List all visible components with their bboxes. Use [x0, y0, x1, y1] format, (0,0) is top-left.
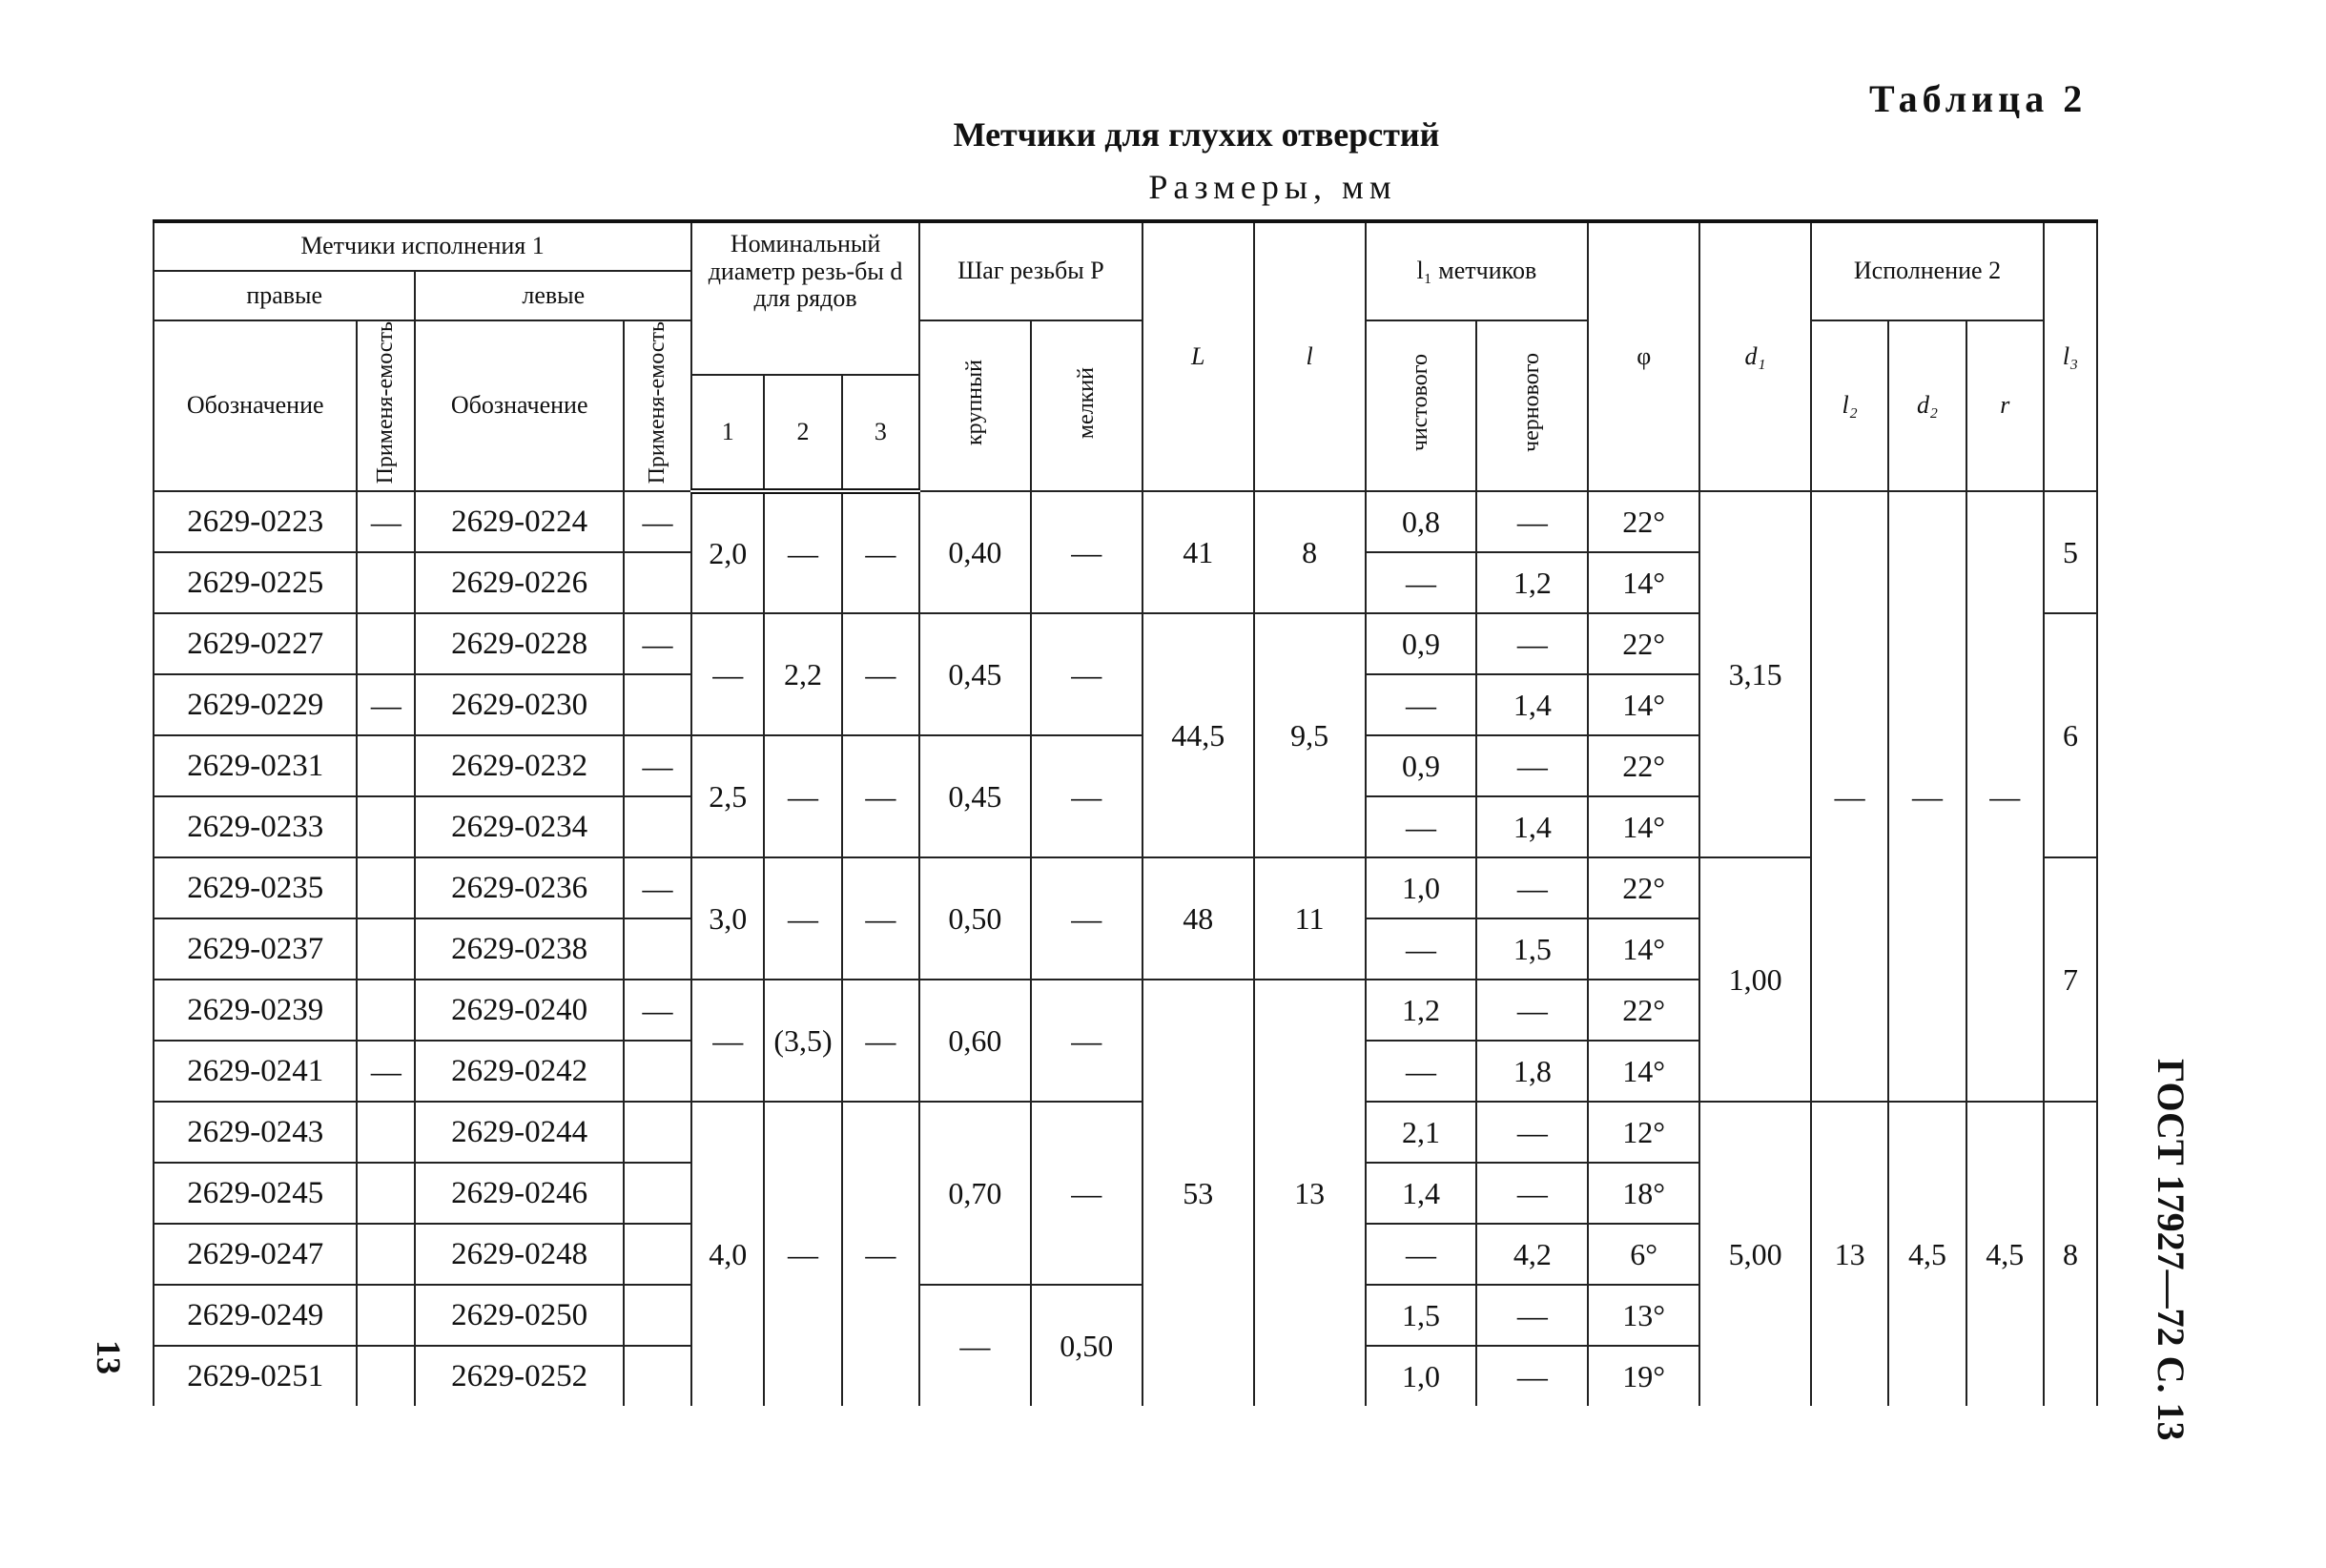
- applicability-cell: [357, 1041, 415, 1102]
- designation-left: 2629-0232: [415, 735, 624, 796]
- d1-value: 3,15: [1699, 491, 1811, 857]
- l1-finishing: —: [1366, 1224, 1477, 1285]
- phi-value: 14°: [1588, 918, 1699, 980]
- l1-finishing: 1,2: [1366, 980, 1477, 1041]
- pitch-fine: —: [1031, 735, 1142, 857]
- table-row: [154, 1102, 2097, 1163]
- l-value: 13: [1254, 980, 1366, 1406]
- l1-finishing: 1,4: [1366, 1163, 1477, 1224]
- diameter-row2: 2,2: [764, 613, 841, 735]
- header-coarse: крупный: [919, 320, 1031, 491]
- applicability-cell: [624, 796, 691, 857]
- applicability-cell: [357, 1102, 415, 1163]
- header-right: правые: [154, 271, 415, 320]
- l3-value: 5: [2044, 491, 2097, 613]
- designation-left: 2629-0252: [415, 1346, 624, 1406]
- L-value: 48: [1142, 857, 1254, 980]
- designation-right: 2629-0245: [154, 1163, 357, 1224]
- header-applicability-left: Применя-емость: [624, 320, 691, 491]
- l1-finishing: 1,0: [1366, 1346, 1477, 1406]
- pitch-fine: —: [1031, 491, 1142, 613]
- header-applicability-right: Применя-емость: [357, 320, 415, 491]
- l1-roughing: —: [1476, 1102, 1588, 1163]
- designation-right: 2629-0241: [154, 1041, 357, 1102]
- applicability-cell: [624, 1285, 691, 1346]
- applicability-cell: [357, 613, 415, 674]
- diameter-row3: —: [842, 980, 919, 1102]
- header-taps-version1: Метчики исполнения 1: [154, 221, 691, 271]
- header-rows-spacer: [691, 320, 919, 375]
- header-version2: Исполнение 2: [1811, 221, 2044, 320]
- pitch-coarse: 0,45: [919, 613, 1031, 735]
- diameter-row3: —: [842, 613, 919, 735]
- header-row-2: 2: [764, 375, 841, 491]
- applicability-cell: [357, 1224, 415, 1285]
- r-value: 4,5: [1966, 1102, 2044, 1406]
- designation-left: 2629-0242: [415, 1041, 624, 1102]
- designation-right: 2629-0223: [154, 491, 357, 552]
- applicability-cell: [357, 1163, 415, 1224]
- applicability-cell: [624, 1041, 691, 1102]
- applicability-cell: [357, 491, 415, 552]
- document-subtitle: Размеры, мм: [1148, 168, 1397, 206]
- table-row: [154, 491, 2097, 552]
- phi-value: 6°: [1588, 1224, 1699, 1285]
- header-r: r: [1966, 320, 2044, 491]
- diameter-row3: —: [842, 1102, 919, 1406]
- diameter-row1: —: [691, 980, 764, 1102]
- designation-right: 2629-0239: [154, 980, 357, 1041]
- applicability-cell: [624, 1163, 691, 1224]
- l-value: 9,5: [1254, 613, 1366, 857]
- header-designation-left: Обозначение: [415, 320, 624, 491]
- pitch-coarse: 0,40: [919, 491, 1031, 613]
- diameter-row2: —: [764, 491, 841, 613]
- designation-left: 2629-0226: [415, 552, 624, 613]
- l1-roughing: —: [1476, 735, 1588, 796]
- l1-roughing: 1,5: [1476, 918, 1588, 980]
- taps-table: [153, 219, 2098, 1406]
- applicability-cell: [624, 918, 691, 980]
- applicability-cell: [357, 735, 415, 796]
- designation-left: 2629-0228: [415, 613, 624, 674]
- applicability-cell: [357, 552, 415, 613]
- pitch-fine: —: [1031, 1102, 1142, 1285]
- header-l1: l₁ метчиков: [1366, 221, 1589, 320]
- applicability-cell: [624, 980, 691, 1041]
- diameter-row3: —: [842, 735, 919, 857]
- applicability-cell: [357, 857, 415, 918]
- applicability-cell: [357, 796, 415, 857]
- l3-value: 6: [2044, 613, 2097, 857]
- applicability-cell: [624, 491, 691, 552]
- l1-roughing: 1,2: [1476, 552, 1588, 613]
- applicability-cell: [624, 613, 691, 674]
- header-l2: l₂: [1811, 320, 1888, 491]
- phi-value: 14°: [1588, 552, 1699, 613]
- applicability-cell: [624, 552, 691, 613]
- L-value: 44,5: [1142, 613, 1254, 857]
- phi-value: 12°: [1588, 1102, 1699, 1163]
- l1-roughing: 4,2: [1476, 1224, 1588, 1285]
- designation-right: 2629-0237: [154, 918, 357, 980]
- standard-side-label: ГОСТ 17927—72 С. 13: [2150, 1059, 2192, 1441]
- designation-right: 2629-0225: [154, 552, 357, 613]
- designation-left: 2629-0250: [415, 1285, 624, 1346]
- l1-finishing: 0,8: [1366, 491, 1477, 552]
- l3-value: 8: [2044, 1102, 2097, 1406]
- l1-roughing: 1,8: [1476, 1041, 1588, 1102]
- phi-value: 13°: [1588, 1285, 1699, 1346]
- applicability-cell: [624, 1346, 691, 1406]
- l1-roughing: —: [1476, 980, 1588, 1041]
- phi-value: 19°: [1588, 1346, 1699, 1406]
- applicability-cell: [624, 674, 691, 735]
- applicability-cell: [357, 674, 415, 735]
- phi-value: 22°: [1588, 491, 1699, 552]
- designation-left: 2629-0230: [415, 674, 624, 735]
- l1-finishing: —: [1366, 1041, 1477, 1102]
- header-row-3: 3: [842, 375, 919, 491]
- document-title: Метчики для глухих отверстий: [953, 115, 1440, 154]
- header-phi: φ: [1588, 221, 1699, 491]
- designation-right: 2629-0249: [154, 1285, 357, 1346]
- l1-finishing: —: [1366, 552, 1477, 613]
- pitch-coarse: 0,70: [919, 1102, 1031, 1285]
- L-value: 41: [1142, 491, 1254, 613]
- pitch-coarse: 0,50: [919, 857, 1031, 980]
- l1-roughing: —: [1476, 491, 1588, 552]
- designation-left: 2629-0248: [415, 1224, 624, 1285]
- l1-roughing: —: [1476, 613, 1588, 674]
- pitch-fine: —: [1031, 980, 1142, 1102]
- d1-value: 5,00: [1699, 1102, 1811, 1406]
- header-finishing: чистового: [1366, 320, 1477, 491]
- applicability-cell: [624, 735, 691, 796]
- header-l: l: [1254, 221, 1366, 491]
- header-nominal-diameter: Номинальный диаметр резь-бы d для рядов: [691, 221, 919, 320]
- d2-value: 4,5: [1888, 1102, 1966, 1406]
- page-number: 13: [90, 1340, 128, 1374]
- d2-value: —: [1888, 491, 1966, 1102]
- diameter-row1: 3,0: [691, 857, 764, 980]
- designation-right: 2629-0229: [154, 674, 357, 735]
- header-designation-right: Обозначение: [154, 320, 357, 491]
- pitch-coarse: 0,45: [919, 735, 1031, 857]
- designation-left: 2629-0244: [415, 1102, 624, 1163]
- phi-value: 22°: [1588, 857, 1699, 918]
- diameter-row2: —: [764, 857, 841, 980]
- applicability-cell: [624, 1224, 691, 1285]
- diameter-row2: —: [764, 735, 841, 857]
- designation-left: 2629-0234: [415, 796, 624, 857]
- header-L: L: [1142, 221, 1254, 491]
- r-value: —: [1966, 491, 2044, 1102]
- designation-left: 2629-0236: [415, 857, 624, 918]
- table-label: Таблица 2: [1869, 77, 2088, 120]
- l-value: 11: [1254, 857, 1366, 980]
- applicability-cell: [357, 918, 415, 980]
- l2-value: —: [1811, 491, 1888, 1102]
- pitch-fine: 0,50: [1031, 1285, 1142, 1406]
- header-left: левые: [415, 271, 691, 320]
- l1-finishing: 0,9: [1366, 735, 1477, 796]
- designation-right: 2629-0247: [154, 1224, 357, 1285]
- designation-right: 2629-0233: [154, 796, 357, 857]
- l1-roughing: 1,4: [1476, 796, 1588, 857]
- l1-roughing: —: [1476, 1163, 1588, 1224]
- diameter-row1: 2,0: [691, 491, 764, 613]
- diameter-row1: 2,5: [691, 735, 764, 857]
- designation-left: 2629-0246: [415, 1163, 624, 1224]
- applicability-cell: [624, 857, 691, 918]
- l1-finishing: —: [1366, 796, 1477, 857]
- designation-right: 2629-0235: [154, 857, 357, 918]
- l1-roughing: —: [1476, 857, 1588, 918]
- phi-value: 18°: [1588, 1163, 1699, 1224]
- designation-left: 2629-0240: [415, 980, 624, 1041]
- diameter-row3: —: [842, 857, 919, 980]
- pitch-coarse: 0,60: [919, 980, 1031, 1102]
- pitch-fine: —: [1031, 613, 1142, 735]
- designation-left: 2629-0224: [415, 491, 624, 552]
- diameter-row1: —: [691, 613, 764, 735]
- header-fine: мелкий: [1031, 320, 1142, 491]
- table-row: [154, 857, 2097, 918]
- phi-value: 22°: [1588, 613, 1699, 674]
- l1-finishing: 0,9: [1366, 613, 1477, 674]
- l1-finishing: 1,5: [1366, 1285, 1477, 1346]
- l1-roughing: —: [1476, 1285, 1588, 1346]
- l1-finishing: 2,1: [1366, 1102, 1477, 1163]
- l1-roughing: 1,4: [1476, 674, 1588, 735]
- phi-value: 14°: [1588, 674, 1699, 735]
- header-roughing: чернового: [1476, 320, 1588, 491]
- applicability-cell: [624, 1102, 691, 1163]
- l1-finishing: 1,0: [1366, 857, 1477, 918]
- phi-value: 22°: [1588, 735, 1699, 796]
- designation-right: 2629-0251: [154, 1346, 357, 1406]
- applicability-cell: [357, 1346, 415, 1406]
- header-d1: d₁: [1699, 221, 1811, 491]
- l1-roughing: —: [1476, 1346, 1588, 1406]
- pitch-coarse: —: [919, 1285, 1031, 1406]
- L-value: 53: [1142, 980, 1254, 1406]
- header-row-1: 1: [691, 375, 764, 491]
- l1-finishing: —: [1366, 918, 1477, 980]
- l2-value: 13: [1811, 1102, 1888, 1406]
- phi-value: 22°: [1588, 980, 1699, 1041]
- diameter-row2: —: [764, 1102, 841, 1406]
- designation-right: 2629-0243: [154, 1102, 357, 1163]
- phi-value: 14°: [1588, 796, 1699, 857]
- header-l3: l₃: [2044, 221, 2097, 491]
- designation-right: 2629-0231: [154, 735, 357, 796]
- diameter-row2: (3,5): [764, 980, 841, 1102]
- diameter-row1: 4,0: [691, 1102, 764, 1406]
- d1-value: 1,00: [1699, 857, 1811, 1102]
- applicability-cell: [357, 980, 415, 1041]
- designation-right: 2629-0227: [154, 613, 357, 674]
- applicability-cell: [357, 1285, 415, 1346]
- header-d2: d₂: [1888, 320, 1966, 491]
- phi-value: 14°: [1588, 1041, 1699, 1102]
- designation-left: 2629-0238: [415, 918, 624, 980]
- l3-value: 7: [2044, 857, 2097, 1102]
- l-value: 8: [1254, 491, 1366, 613]
- header-pitch: Шаг резьбы P: [919, 221, 1142, 320]
- pitch-fine: —: [1031, 857, 1142, 980]
- diameter-row3: —: [842, 491, 919, 613]
- l1-finishing: —: [1366, 674, 1477, 735]
